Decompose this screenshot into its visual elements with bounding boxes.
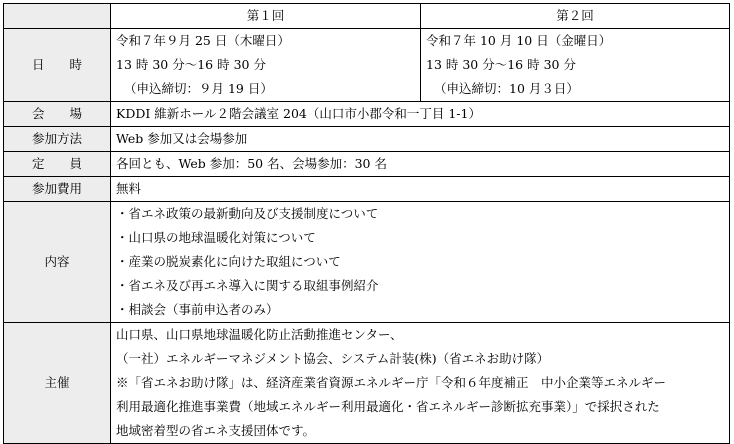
date-session-1-time: 13 時 30 分～16 時 30 分 bbox=[116, 57, 266, 72]
capacity-label: 定 員 bbox=[4, 152, 111, 177]
fee-row bbox=[4, 177, 730, 202]
method-label: 参加方法 bbox=[4, 127, 111, 152]
organizer-line: 山口県、山口県地球温暖化防止活動推進センター、 bbox=[116, 327, 403, 342]
content-row bbox=[4, 202, 730, 323]
date-label: 日 時 bbox=[4, 29, 111, 102]
date-session-1-day: 令和７年９月 25 日（木曜日） bbox=[116, 33, 290, 48]
fee-value: 無料 bbox=[111, 177, 730, 202]
content-label: 内容 bbox=[4, 202, 111, 323]
venue-value: KDDI 維新ホール２階会議室 204（山口市小郡令和一丁目 1-1） bbox=[111, 102, 730, 127]
organizer-note-line: 地域密着型の省エネ支援団体です。 bbox=[116, 423, 316, 438]
date-session-2-cell bbox=[421, 29, 730, 102]
date-session-2-time: 13 時 30 分～16 時 30 分 bbox=[426, 57, 576, 72]
date-row bbox=[4, 29, 730, 102]
content-cell bbox=[111, 202, 730, 323]
date-session-1-cell bbox=[111, 29, 421, 102]
header-row bbox=[4, 4, 730, 29]
organizer-note-line: 利用最適化推進事業費（地域エネルギー利用最適化・省エネルギー診断拡充事業）」で採択された bbox=[116, 399, 660, 414]
content-item: ・相談会（事前申込者のみ） bbox=[116, 302, 279, 317]
organizer-line: （一社）エネルギーマネジメント協会、システム計装(株)（省エネお助け隊） bbox=[116, 351, 550, 366]
content-item: ・省エネ及び再エネ導入に関する取組事例紹介 bbox=[116, 278, 379, 293]
venue-row bbox=[4, 102, 730, 127]
capacity-value: 各回とも、Web 参加：50 名、会場参加：30 名 bbox=[111, 152, 730, 177]
venue-label: 会 場 bbox=[4, 102, 111, 127]
organizer-row bbox=[4, 323, 730, 444]
header-session-2: 第２回 bbox=[421, 4, 730, 29]
method-row bbox=[4, 127, 730, 152]
event-info-table bbox=[3, 3, 730, 444]
organizer-note-line: ※「省エネお助け隊」は、経済産業省資源エネルギー庁「令和６年度補正 中小企業等エネルギー bbox=[116, 375, 667, 390]
content-item: ・省エネ政策の最新動向及び支援制度について bbox=[116, 206, 379, 221]
organizer-label: 主催 bbox=[4, 323, 111, 444]
header-session-1: 第１回 bbox=[111, 4, 421, 29]
date-session-2-deadline: （申込締切：10 月３日） bbox=[434, 81, 579, 96]
method-value: Web 参加又は会場参加 bbox=[111, 127, 730, 152]
fee-label: 参加費用 bbox=[4, 177, 111, 202]
capacity-row bbox=[4, 152, 730, 177]
content-item: ・産業の脱炭素化に向けた取組について bbox=[116, 254, 341, 269]
header-corner-cell bbox=[4, 4, 111, 29]
content-item: ・山口県の地球温暖化対策について bbox=[116, 230, 316, 245]
date-session-2-day: 令和７年 10 月 10 日（金曜日） bbox=[426, 33, 612, 48]
organizer-cell bbox=[111, 323, 730, 444]
date-session-1-deadline: （申込締切：９月 19 日） bbox=[124, 81, 273, 96]
